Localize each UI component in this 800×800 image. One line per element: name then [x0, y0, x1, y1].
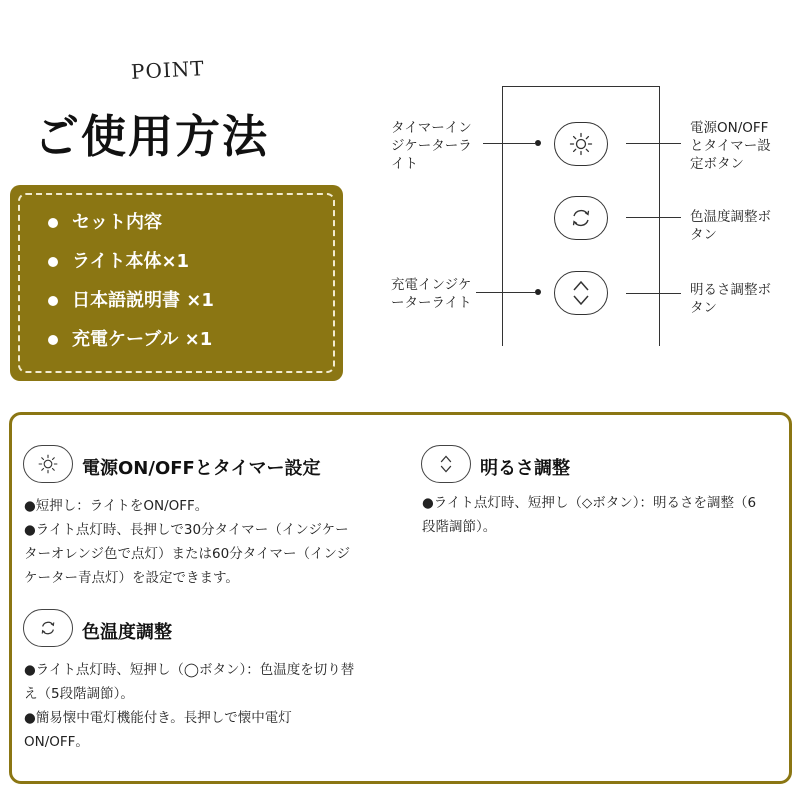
body-line: え（5段階調節）。 [24, 686, 134, 702]
leader-line [626, 143, 681, 144]
body-line: ターオレンジ色で点灯）または60分タイマー（インジ [24, 546, 351, 562]
cycle-icon [38, 618, 58, 638]
leader-line [483, 143, 535, 144]
page-title: ご使用方法 [34, 110, 270, 163]
up-down-icon [437, 453, 455, 475]
power-section-icon [23, 445, 73, 483]
bullet-icon [48, 335, 58, 345]
body-line: 段階調節）。 [422, 519, 497, 535]
point-label: POINT [130, 56, 206, 84]
contents-item [48, 250, 333, 289]
power-section-body [24, 494, 350, 590]
contents-item-label: セット内容 [72, 212, 162, 233]
set-contents-box [10, 185, 343, 381]
body-line: ON/OFF。 [24, 734, 89, 750]
sun-icon [568, 131, 594, 157]
contents-item [48, 328, 333, 367]
contents-item-label: ライト本体×1 [72, 251, 190, 272]
charge-indicator-dot [535, 289, 541, 295]
body-line: ●ライト点灯時、短押し（◇ボタン）：明るさを調整（6 [422, 495, 757, 511]
contents-item [48, 289, 333, 328]
leader-line [626, 217, 681, 218]
set-contents-inner [18, 193, 335, 373]
brightness-section-body [422, 491, 756, 539]
power-section-title: 電源ON/OFFとタイマー設定 [82, 458, 321, 479]
leader-line [476, 292, 535, 293]
body-line: ケーター青点灯）を設定できます。 [24, 570, 239, 586]
power-timer-label: 電源ON/OFF とタイマー設 定ボタン [690, 120, 771, 172]
contents-item [48, 211, 333, 250]
contents-item-label: 充電ケーブル ×1 [72, 329, 213, 350]
brightness-section-title: 明るさ調整 [480, 458, 570, 479]
cycle-icon [568, 205, 594, 231]
body-line: ●ライト点灯時、長押しで30分タイマー（インジケー [24, 522, 349, 538]
timer-indicator-label: タイマーイン ジケーターラ イト [391, 120, 472, 172]
up-down-icon [568, 278, 594, 308]
color-section-icon [23, 609, 73, 647]
bullet-icon [48, 257, 58, 267]
body-line: ●簡易懐中電灯機能付き。長押しで懐中電灯 [24, 710, 292, 726]
leader-line [626, 293, 681, 294]
timer-indicator-dot [535, 140, 541, 146]
body-line: ●ライト点灯時、短押し（◯ボタン）：色温度を切り替 [24, 662, 355, 678]
contents-item-label: 日本語説明書 ×1 [72, 290, 214, 311]
device-brightness-button [554, 271, 608, 315]
sun-icon [37, 453, 59, 475]
brightness-section-icon [421, 445, 471, 483]
device-power-button [554, 122, 608, 166]
body-line: ●短押し：ライトをON/OFF。 [24, 498, 209, 514]
bullet-icon [48, 218, 58, 228]
brightness-label: 明るさ調整ボ タン [690, 282, 771, 316]
color-section-title: 色温度調整 [82, 622, 172, 643]
bullet-icon [48, 296, 58, 306]
charge-indicator-label: 充電インジケ ーターライト [391, 277, 472, 311]
color-temp-label: 色温度調整ボ タン [690, 209, 771, 243]
device-color-button [554, 196, 608, 240]
color-section-body [24, 658, 354, 754]
